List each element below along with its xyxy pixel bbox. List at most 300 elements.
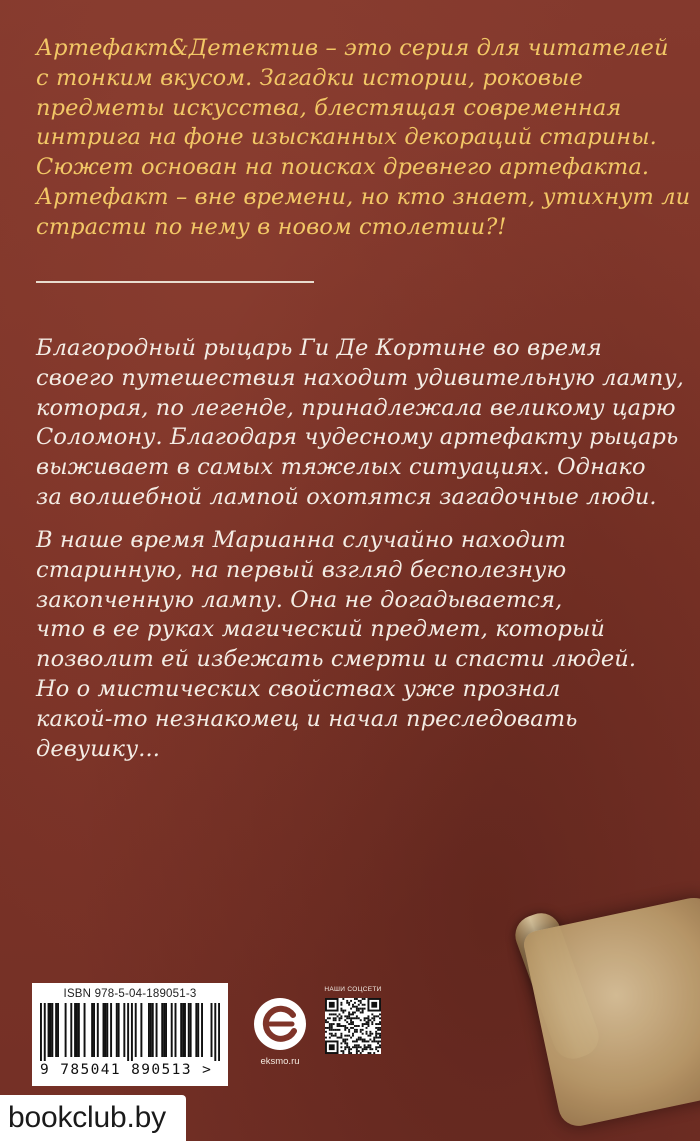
qr-module	[340, 1010, 342, 1012]
qr-module	[360, 1031, 362, 1033]
plot-line: Благородный рыцарь Ги Де Кортине во время	[36, 335, 602, 361]
qr-module	[354, 1031, 356, 1033]
qr-module	[346, 1002, 348, 1004]
series-line: Сюжет основан на поисках древнего артефакта.	[36, 154, 650, 181]
qr-module	[340, 1050, 342, 1052]
qr-module	[375, 1046, 377, 1048]
qr-module	[346, 1015, 348, 1017]
parchment-decoration	[521, 892, 700, 1129]
qr-module	[352, 1046, 354, 1048]
series-line: с тонким вкусом. Загадки истории, роковые	[36, 64, 583, 91]
qr-module	[354, 1012, 356, 1014]
qr-module	[373, 1039, 375, 1041]
qr-module	[350, 1019, 352, 1021]
eksmo-logo-icon	[253, 993, 307, 1055]
qr-module	[360, 1019, 362, 1021]
qr-module	[358, 1037, 360, 1039]
qr-module	[346, 1046, 348, 1048]
qr-module	[371, 1017, 373, 1019]
qr-module	[346, 1000, 348, 1002]
qr-module	[379, 1021, 381, 1023]
qr-module	[364, 1004, 366, 1006]
qr-module	[348, 1031, 350, 1033]
qr-module	[352, 1006, 354, 1008]
qr-module	[354, 1040, 356, 1042]
barcode-bar	[57, 1003, 59, 1057]
qr-module	[367, 1052, 369, 1054]
qr-module	[366, 1040, 368, 1042]
barcode-bar	[197, 1003, 199, 1057]
plot-paragraph-knight	[36, 334, 684, 513]
qr-module	[329, 1025, 331, 1027]
qr-module	[356, 1050, 358, 1052]
qr-module	[364, 998, 366, 1000]
barcode-bar	[91, 1003, 93, 1057]
barcode-bar	[171, 1003, 173, 1057]
qr-module	[344, 1025, 346, 1027]
qr-module	[379, 1044, 381, 1046]
qr-module	[369, 1044, 371, 1046]
qr-module	[362, 1010, 364, 1012]
qr-module	[348, 1015, 350, 1017]
qr-module	[369, 1033, 371, 1035]
qr-module	[362, 998, 364, 1000]
qr-module	[340, 1008, 342, 1010]
qr-module	[371, 1021, 373, 1023]
barcode-bar	[40, 1003, 42, 1061]
qr-module	[348, 1050, 350, 1052]
barcode-bar	[49, 1003, 51, 1057]
qr-module	[331, 1013, 333, 1015]
qr-module	[329, 1027, 331, 1029]
qr-module	[369, 1046, 371, 1048]
plot-line: что в ее руках магический предмет, который	[36, 616, 605, 643]
barcode-bar	[51, 1003, 53, 1057]
qr-module	[364, 1008, 366, 1010]
qr-module	[375, 1027, 377, 1029]
qr-module	[367, 1019, 369, 1021]
qr-module	[337, 1037, 339, 1039]
qr-module	[369, 1052, 371, 1054]
barcode-bar	[180, 1003, 182, 1057]
qr-code-icon	[325, 998, 381, 1054]
qr-module	[377, 1015, 379, 1017]
qr-module	[348, 1012, 350, 1014]
qr-module	[379, 1023, 381, 1025]
qr-module	[333, 1023, 335, 1025]
barcode-bar	[78, 1003, 80, 1057]
barcode-bar	[161, 1003, 163, 1057]
qr-module	[375, 1033, 377, 1035]
series-line: Артефакт&Детектив – это серия для читателей	[36, 35, 669, 61]
qr-module	[339, 1023, 341, 1025]
qr-module	[327, 1027, 329, 1029]
qr-module	[354, 1029, 356, 1031]
barcode-bar	[118, 1003, 120, 1057]
barcode-bar	[152, 1003, 154, 1057]
series-line: интрига на фоне изысканных декораций старины.	[36, 124, 657, 151]
qr-module	[329, 1002, 335, 1008]
qr-module	[356, 1046, 358, 1048]
qr-module	[340, 1004, 342, 1006]
qr-module	[360, 1008, 362, 1010]
qr-module	[348, 1004, 350, 1006]
plot-line: за волшебной лампой охотятся загадочные люди.	[36, 483, 657, 510]
qr-module	[342, 1012, 344, 1014]
barcode-bar	[104, 1003, 106, 1057]
qr-module	[344, 1042, 346, 1044]
qr-module	[340, 1033, 342, 1035]
qr-module	[333, 1013, 335, 1015]
qr-module	[352, 1033, 354, 1035]
qr-module	[340, 1017, 342, 1019]
barcode-bar	[48, 1003, 50, 1057]
qr-module	[356, 1048, 358, 1050]
qr-module	[352, 1021, 354, 1023]
qr-module	[369, 1039, 371, 1041]
socials-label: НАШИ СОЦСЕТИ	[324, 986, 382, 993]
qr-module	[369, 1031, 371, 1033]
qr-module	[366, 1031, 368, 1033]
qr-module	[342, 998, 344, 1000]
qr-module	[354, 1025, 356, 1027]
qr-module	[371, 1002, 377, 1008]
qr-module	[342, 1010, 344, 1012]
barcode-bar	[131, 1003, 133, 1061]
barcode-bar	[150, 1003, 152, 1057]
qr-module	[325, 1031, 327, 1033]
qr-module	[375, 1037, 377, 1039]
qr-module	[350, 1000, 352, 1002]
qr-module	[352, 1035, 354, 1037]
qr-module	[325, 1037, 327, 1039]
qr-module	[333, 1019, 335, 1021]
qr-module	[371, 1033, 373, 1035]
qr-module	[362, 1025, 364, 1027]
qr-module	[364, 1039, 366, 1041]
qr-module	[329, 1023, 331, 1025]
barcode-bar	[175, 1003, 177, 1057]
qr-module	[360, 1039, 362, 1041]
barcode-bar	[195, 1003, 197, 1057]
qr-module	[339, 1029, 341, 1031]
qr-module	[335, 1019, 337, 1021]
qr-module	[364, 1040, 366, 1042]
qr-module	[360, 1029, 362, 1031]
qr-module	[379, 1013, 381, 1015]
qr-module	[360, 1012, 362, 1014]
qr-module	[375, 1023, 377, 1025]
qr-module	[329, 1017, 331, 1019]
plot-line: Но о мистических свойствах уже прознал	[36, 675, 561, 702]
qr-module	[354, 1017, 356, 1019]
qr-module	[346, 1042, 348, 1044]
qr-module	[356, 1052, 358, 1054]
qr-module	[356, 1039, 358, 1041]
qr-module	[360, 1052, 362, 1054]
qr-module	[373, 1052, 375, 1054]
barcode-bar	[214, 1003, 216, 1061]
barcode-bars	[40, 1003, 220, 1061]
qr-module	[377, 1037, 379, 1039]
qr-module	[329, 1013, 331, 1015]
qr-module	[331, 1029, 333, 1031]
isbn-barcode	[32, 983, 228, 1086]
qr-module	[335, 1033, 337, 1035]
barcode-bar	[190, 1003, 192, 1057]
qr-module	[327, 1017, 329, 1019]
qr-module	[348, 1002, 350, 1004]
qr-module	[342, 1039, 344, 1041]
series-description	[36, 34, 691, 243]
barcode-bar	[156, 1003, 158, 1057]
qr-module	[362, 1050, 364, 1052]
qr-module	[358, 1017, 360, 1019]
qr-module	[337, 1029, 339, 1031]
barcode-bar	[148, 1003, 150, 1057]
barcode-bar	[106, 1003, 108, 1057]
qr-module	[371, 1040, 373, 1042]
qr-module	[362, 1008, 364, 1010]
publisher-block	[252, 993, 308, 1081]
qr-module	[379, 1040, 381, 1042]
qr-module	[379, 1037, 381, 1039]
qr-module	[377, 1050, 379, 1052]
qr-module	[342, 1052, 344, 1054]
qr-module	[339, 1017, 341, 1019]
qr-module	[354, 1006, 356, 1008]
barcode-bar	[116, 1003, 118, 1057]
qr-module	[358, 1050, 360, 1052]
barcode-bar	[165, 1003, 167, 1057]
qr-module	[358, 1000, 360, 1002]
plot-line: В наше время Марианна случайно находит	[36, 527, 566, 553]
qr-module	[366, 1046, 368, 1048]
qr-module	[358, 1008, 360, 1010]
qr-module	[367, 1017, 369, 1019]
qr-module	[362, 1012, 364, 1014]
qr-module	[366, 1048, 368, 1050]
qr-module	[366, 1027, 368, 1029]
qr-module	[358, 1010, 360, 1012]
qr-module	[367, 1021, 369, 1023]
qr-module	[350, 1052, 352, 1054]
qr-module	[352, 1004, 354, 1006]
qr-module	[362, 1029, 364, 1031]
qr-module	[352, 1027, 354, 1029]
qr-module	[373, 1040, 375, 1042]
barcode-bar	[140, 1003, 142, 1057]
qr-module	[377, 1023, 379, 1025]
qr-module	[346, 1044, 348, 1046]
qr-module	[331, 1025, 333, 1027]
qr-module	[356, 1031, 358, 1033]
qr-module	[371, 1013, 373, 1015]
barcode-bar	[184, 1003, 186, 1057]
qr-module	[356, 998, 358, 1000]
qr-module	[344, 1035, 346, 1037]
qr-module	[350, 1027, 352, 1029]
isbn-label: ISBN 978-5-04-189051-3	[63, 988, 197, 1000]
qr-module	[346, 1021, 348, 1023]
barcode-bar	[74, 1003, 76, 1057]
qr-module	[339, 1037, 341, 1039]
qr-module	[346, 1035, 348, 1037]
qr-module	[360, 1002, 362, 1004]
qr-module	[348, 1017, 350, 1019]
qr-module	[335, 1013, 337, 1015]
socials-block	[323, 985, 383, 1054]
qr-module	[331, 1033, 333, 1035]
qr-module	[340, 1035, 342, 1037]
qr-module	[373, 1015, 375, 1017]
qr-module	[350, 1017, 352, 1019]
qr-module	[344, 1046, 346, 1048]
plot-line: позволит ей избежать смерти и спасти людей.	[36, 646, 637, 673]
qr-module	[367, 1025, 369, 1027]
qr-module	[366, 1021, 368, 1023]
plot-line: девушку...	[36, 735, 160, 762]
qr-module	[364, 1019, 366, 1021]
qr-module	[377, 1040, 379, 1042]
qr-module	[356, 1008, 358, 1010]
plot-line: закопченную лампу. Она не догадывается,	[36, 586, 563, 613]
plot-line: какой-то незнакомец и начал преследовать	[36, 705, 578, 732]
qr-module	[352, 1012, 354, 1014]
qr-module	[377, 1027, 379, 1029]
qr-module	[354, 1002, 356, 1004]
qr-module	[354, 998, 356, 1000]
qr-module	[346, 1039, 348, 1041]
qr-module	[331, 1035, 333, 1037]
barcode-bar	[93, 1003, 95, 1057]
qr-module	[366, 1017, 368, 1019]
qr-module	[348, 1035, 350, 1037]
qr-module	[352, 1013, 354, 1015]
qr-module	[377, 1029, 379, 1031]
qr-module	[358, 1044, 360, 1046]
qr-module	[325, 1021, 327, 1023]
qr-module	[348, 1052, 350, 1054]
qr-module	[369, 1048, 371, 1050]
qr-module	[339, 1025, 341, 1027]
qr-module	[352, 1023, 354, 1025]
qr-module	[379, 1046, 381, 1048]
plot-line: Соломону. Благодаря чудесному артефакту рыцарь	[36, 424, 679, 451]
qr-module	[364, 1044, 366, 1046]
qr-module	[348, 1048, 350, 1050]
qr-module	[348, 1023, 350, 1025]
qr-module	[344, 1010, 346, 1012]
qr-module	[364, 1048, 366, 1050]
qr-module	[329, 1044, 335, 1050]
qr-module	[352, 1040, 354, 1042]
qr-module	[350, 1008, 352, 1010]
section-divider	[36, 281, 314, 283]
qr-module	[373, 1037, 375, 1039]
qr-module	[360, 1046, 362, 1048]
barcode-bar	[55, 1003, 57, 1057]
qr-module	[362, 1048, 364, 1050]
qr-module	[342, 1040, 344, 1042]
qr-module	[377, 1042, 379, 1044]
qr-module	[339, 1019, 341, 1021]
qr-module	[337, 1025, 339, 1027]
plot-paragraph-marianna	[36, 526, 676, 764]
qr-module	[346, 1027, 348, 1029]
barcode-bar	[76, 1003, 78, 1057]
qr-module	[340, 1042, 342, 1044]
qr-module	[337, 1023, 339, 1025]
series-line: Артефакт – вне времени, но кто знает, утихнут ли	[36, 183, 691, 210]
qr-module	[377, 1046, 379, 1048]
qr-module	[367, 1046, 369, 1048]
qr-module	[375, 1031, 377, 1033]
plot-line: выживает в самых тяжелых ситуациях. Однако	[36, 454, 646, 481]
qr-module	[373, 1017, 375, 1019]
qr-module	[344, 1015, 346, 1017]
qr-module	[367, 1015, 369, 1017]
qr-module	[356, 1029, 358, 1031]
barcode-bar	[103, 1003, 105, 1057]
barcode-bar	[218, 1003, 220, 1061]
qr-module	[356, 1025, 358, 1027]
qr-module	[375, 1040, 377, 1042]
qr-module	[366, 1033, 368, 1035]
qr-module	[344, 1039, 346, 1041]
qr-module	[342, 1050, 344, 1052]
qr-module	[377, 1033, 379, 1035]
site-watermark: bookclub.by	[0, 1095, 186, 1141]
qr-module	[354, 1046, 356, 1048]
publisher-site: eksmo.ru	[260, 1056, 300, 1067]
qr-module	[335, 1017, 337, 1019]
qr-module	[379, 1033, 381, 1035]
qr-module	[344, 1048, 346, 1050]
qr-module	[350, 1048, 352, 1050]
qr-module	[356, 1040, 358, 1042]
barcode-bar	[201, 1003, 203, 1057]
qr-module	[350, 1013, 352, 1015]
qr-module	[356, 1017, 358, 1019]
qr-module	[340, 1046, 342, 1048]
qr-module	[379, 1027, 381, 1029]
qr-module	[364, 1046, 366, 1048]
barcode-bar	[70, 1003, 72, 1057]
qr-module	[344, 1040, 346, 1042]
qr-module	[375, 1015, 377, 1017]
qr-module	[344, 1019, 346, 1021]
qr-module	[367, 1040, 369, 1042]
qr-module	[331, 1027, 333, 1029]
qr-module	[364, 1023, 366, 1025]
qr-module	[331, 1023, 333, 1025]
qr-module	[379, 1029, 381, 1031]
qr-module	[329, 1033, 331, 1035]
barcode-bar	[188, 1003, 190, 1057]
qr-module	[369, 1035, 371, 1037]
qr-module	[362, 1039, 364, 1041]
qr-module	[346, 1017, 348, 1019]
qr-module	[344, 1029, 346, 1031]
qr-module	[356, 1010, 358, 1012]
barcode-bar	[65, 1003, 67, 1057]
qr-module	[367, 1023, 369, 1025]
qr-module	[367, 1035, 369, 1037]
qr-module	[340, 1025, 342, 1027]
qr-module	[379, 1017, 381, 1019]
barcode-bar	[163, 1003, 165, 1057]
